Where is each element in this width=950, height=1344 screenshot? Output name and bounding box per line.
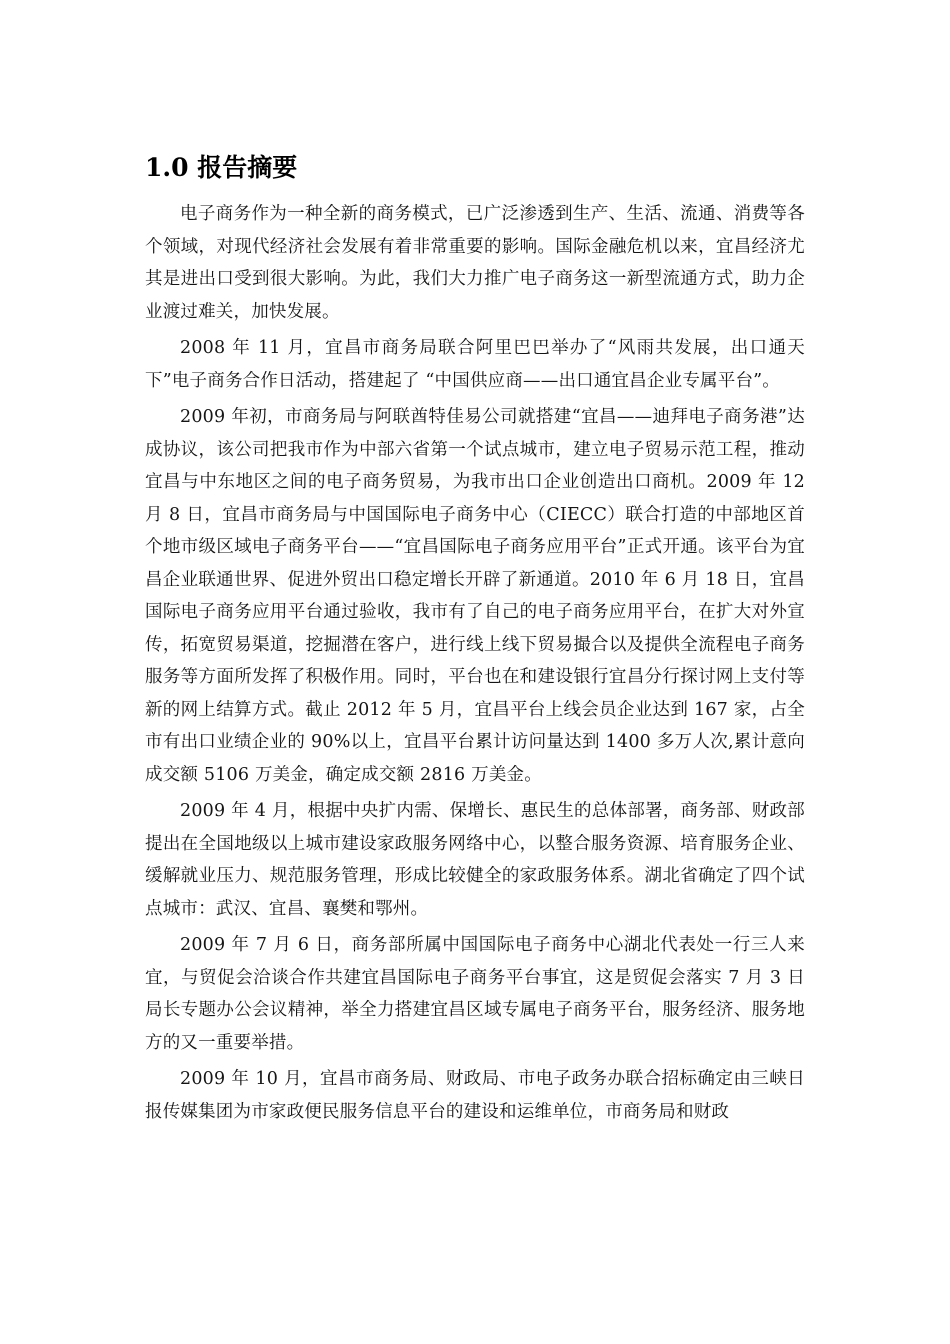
document-body <box>145 150 805 1132</box>
paragraph-2009-platform: 2009 年初，市商务局与阿联酋特佳易公司就搭建“宜昌——迪拜电子商务港”达成协议，该公司把我市作为中部六省第一个试点城市，建立电子贸易示范工程，推动宜昌与中东地区之间的电子商务贸易，为我市出口企业创造出口商机。2009 年 12 月 8 日，宜昌市商务局与中国国际电子商务中心（CIECC）联合打造的中部地区首个地市级区域电子商务平台——“宜昌国际电子商务应用平台”正式开通。该平台为宜昌企业联通世界、促进外贸出口稳定增长开辟了新通道。2010 年 6 月 18 日，宜昌国际电子商务应用平台通过验收，我市有了自己的电子商务应用平台，在扩大对外宣传，拓宽贸易渠道，挖掘潜在客户，进行线上线下贸易撮合以及提供全流程电子商务服务等方面所发挥了积极作用。同时，平台也在和建设银行宜昌分行探讨网上支付等新的网上结算方式。截止 2012 年 5 月，宜昌平台上线会员企业达到 167 家，占全市有出口业绩企业的 90%以上，宜昌平台累计访问量达到 1400 多万人次,累计意向成交额 5106 万美金，确定成交额 2816 万美金。 <box>145 407 805 785</box>
paragraph-intro: 电子商务作为一种全新的商务模式，已广泛渗透到生产、生活、流通、消费等各个领域，对现代经济社会发展有着非常重要的影响。国际金融危机以来，宜昌经济尤其是进出口受到很大影响。为此，我们大力推广电子商务这一新型流通方式，助力企业渡过难关，加快发展。 <box>145 204 805 322</box>
paragraph-2009-april: 2009 年 4 月，根据中央扩内需、保增长、惠民生的总体部署，商务部、财政部提出在全国地级以上城市建设家政服务网络中心，以整合服务资源、培育服务企业、缓解就业压力、规范服务管理，形成比较健全的家政服务体系。湖北省确定了四个试点城市：武汉、宜昌、襄樊和鄂州。 <box>145 801 805 919</box>
paragraph-2008-alibaba: 2008 年 11 月，宜昌市商务局联合阿里巴巴举办了“风雨共发展，出口通天下”电子商务合作日活动，搭建起了 “中国供应商——出口通宜昌企业专属平台”。 <box>145 338 805 391</box>
section-heading: 1.0 报告摘要 <box>145 153 298 182</box>
paragraph-2009-october: 2009 年 10 月，宜昌市商务局、财政局、市电子政务办联合招标确定由三峡日报传媒集团为市家政便民服务信息平台的建设和运维单位，市商务局和财政 <box>145 1069 805 1122</box>
paragraph-2009-july: 2009 年 7 月 6 日，商务部所属中国国际电子商务中心湖北代表处一行三人来宜，与贸促会洽谈合作共建宜昌国际电子商务平台事宜，这是贸促会落实 7 月 3 日局长专题办公会议精神，举全力搭建宜昌区域专属电子商务平台，服务经济、服务地方的又一重要举措。 <box>145 935 805 1053</box>
